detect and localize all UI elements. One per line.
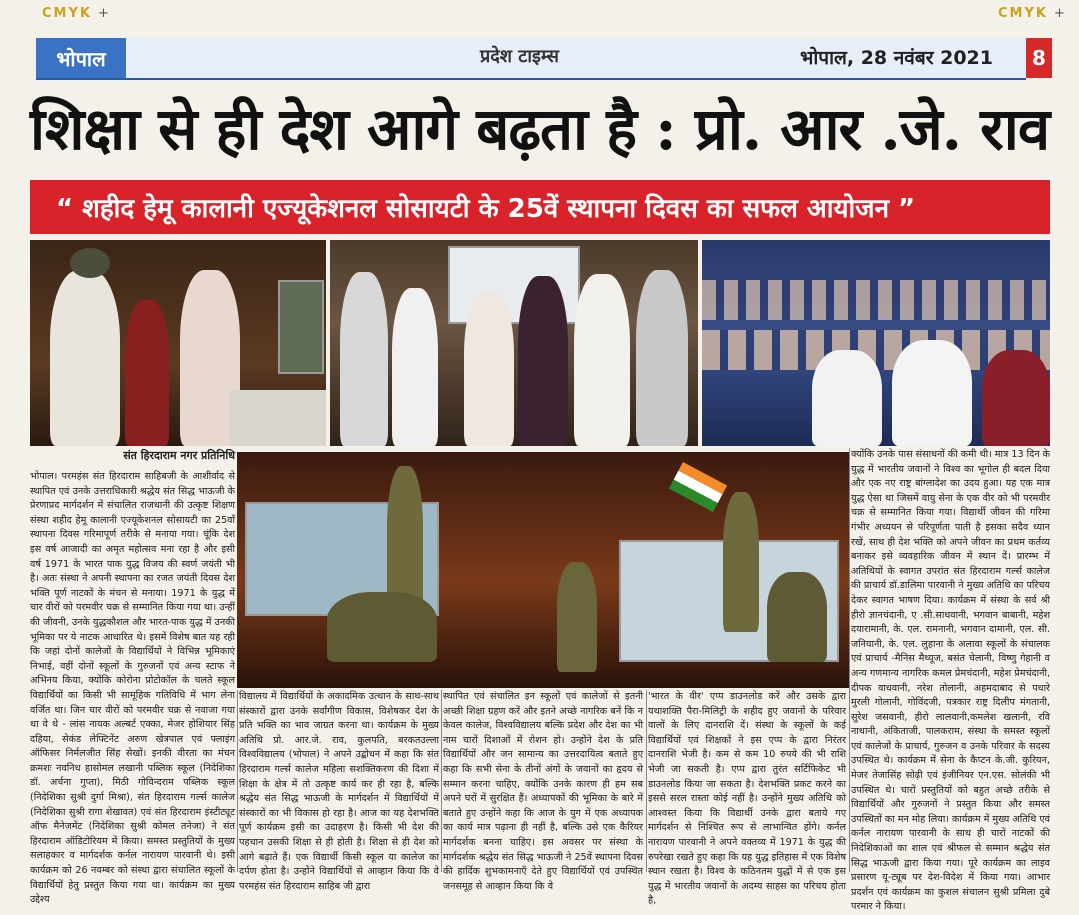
city-label: भोपाल	[36, 38, 126, 78]
column-divider	[849, 448, 850, 872]
article-column-2: विद्यालय में विद्यार्थियों के अकादमिक उत्थान के साथ-साथ संस्कारों द्वारा उनके सर्वांगीण विकास, विशेषकर देश के प्रति भक्ति का भाव जाग्रत करना था। कार्यक्रम के मुख्य अतिथि प्रो. आर.जे. राव, कुलपति, बरकतउल्ला विश्वविद्यालय (भोपाल) ने अपने उद्बोधन में कहा कि संत हिरदाराम गर्ल्स कालेज महिला सशक्तिकरण की दिशा में शिक्षा के क्षेत्र में तो उत्कृष्ट कार्य कर ही रहा है, बल्कि श्रद्धेय संत सिद्ध भाऊजी के मार्गदर्शन में विद्यार्थियों में संस्कारों का भी विकास हो रहा है। आज का यह देशभक्ति पूर्ण कार्यक्रम इसी का उदाहरण है। किसी भी देश की पहचान उसकी शिक्षा से ही होती है। शिक्षा से ही देश को आगे बढ़ाते हैं। एक विद्यार्थी किसी स्कूल या कालेज का दर्पण होता है। उन्होंने विद्यार्थियों से आव्हान किया कि वे परमहंस संत हिरदाराम साहिब जी द्वारा	[239, 691, 439, 892]
page-number: 8	[1026, 38, 1052, 78]
print-mark-right: CMYK +	[998, 6, 1067, 21]
paper-name: प्रदेश टाइम्स	[480, 46, 559, 67]
subheadline-banner: “ शहीद हेमू कालानी एज्यूकेशनल सोसायटी के 25वें स्थापना दिवस का सफल आयोजन ”	[30, 180, 1050, 234]
photo-dignitaries	[330, 240, 698, 446]
article-column-4: 'भारत के वीर' एप्प डाउनलोड करें और उसके द्वारा यथाशक्ति पैरा-मिलिट्री के शहीद हुए जवानों के परिवार वालों के लिए दानराशि दें। संस्था के स्कूलों के कई विद्यार्थियों एवं शिक्षकों ने इस एप्प के द्वारा निरंतर दानराशि भेजी है। कम से कम 10 रुपये की भी राशि भेजी जा सकती है। एप्प द्वारा तुरंत सर्टिफिकेट भी डाउनलोड किया जा सकता है। देशभक्ति प्रकट करने का इससे सरल रास्ता कोई नहीं है। उन्होंने मुख्य अतिथि को आश्वस्त किया कि विद्यार्थी उनके द्वारा बताये गए मार्गदर्शन से निश्चित रूप से लाभान्वित होंगे। कर्नल नारायण पारवानी ने अपने वक्तव्य में 1971 के युद्ध की रुपरेखा रखते हुए कहा कि यह युद्ध इतिहास में एक विशेष स्थान रखता है। विश्व के कठिनतम युद्धों में से एक इस युद्ध में भारतीय जवानों के अदम्य साहस का परिचय होता है,	[648, 691, 846, 907]
column-divider	[441, 690, 442, 872]
byline: संत हिरदाराम नगर प्रतिनिधि	[123, 449, 235, 462]
headline: शिक्षा से ही देश आगे बढ़ता है : प्रो. आर .जे. राव	[30, 95, 1050, 163]
photo-stage-performance	[237, 452, 849, 688]
column-divider	[237, 690, 238, 872]
article-column-1: भोपाल। परमहंस संत हिरदाराम साहिबजी के आशीर्वाद से स्थापित एवं उनके उत्तराधिकारी श्रद्धेय संत सिद्ध भाऊजी के प्रेरणाप्रद मार्गदर्शन में संचालित राजधानी की उत्कृष्ट शिक्षण संस्था शहीद हेमू कालानी एज्यूकेशनल सोसायटी का 25वाँ स्थापना दिवस गरिमापूर्ण तरीके से मनाया गया। चूंकि देश इस वर्ष आजादी का अमृत महोत्सव मना रहा है और इसी वर्ष 1971 के भारत पाक युद्ध विजय की स्वर्ण जयंती भी है। अतः संस्था ने अपनी स्थापना का रजत जयंती दिवस देश भक्ति पूर्ण नाटकों के मंचन से मनाया। 1971 के युद्ध में चार वीरों को परमवीर चक्र से सम्मानित किया गया था। उन्हीं की जीवनी, उनके युद्धकौशल और भारत-पाक युद्ध में उनकी भूमिका पर ये नाटक आधारित थे। इसमें विशेष बात यह रही कि जहां दोनों कालेजों के विद्यार्थियों ने विभिन्न भूमिकाएं निभाई, वहीं दोनों स्कूलों के गुरुजनों एवं अन्य स्टाफ ने अभिनय किया, क्योंकि कोरोना प्रोटोकॉल के चलते स्कूल विद्यार्थियों का किसी भी सामूहिक गतिविधि में भाग लेना वर्जित था। जिन चार वीरों को परमवीर चक्र से नवाजा गया था वे थे - लांस नायक अल्बर्ट एक्का, मेजर होशियार सिंह दहिया, सेकंड लेफ्टिनेंट अरुण खेत्रपाल एवं फ्लाइंग ऑफिसर निर्मलजीत सिंह सेखों। इनकी वीरता का मंचन क्रमशः नवनिध हासोमल लखानी पब्लिक स्कूल (निदेशिका डॉ. अर्चना गुप्ता), मिठी गोविन्दराम पब्लिक स्कूल (निदेशिका सुश्री दुर्गा मिश्रा), संत हिरदाराम गर्ल्स कालेज (निदेशिका सुश्री रागा शेखावत) एवं संत हिरदाराम इंस्टीट्यूट ऑफ मैनेजमेंट (निदेशिका सुश्री कोमल तनेजा) ने संत हिरदाराम ऑडिटोरियम में किया। समस्त प्रस्तुतियों के मुख्य सलाहकार व मार्गदर्शक कर्नल नारायण पारवानी थे। इसी कार्यक्रम को 26 नवम्बर को संस्था द्वारा संचालित स्कूलों के विद्यार्थियों हेतु प्रस्तुत किया गया था। कार्यक्रम का मुख्य उद्देश्य	[30, 471, 235, 906]
date-line: भोपाल, 28 नवंबर 2021	[800, 47, 993, 69]
article-column-3: स्थापित एवं संचालित इन स्कूलों एवं कालेजों से इतनी अच्छी शिक्षा ग्रहण करें और इतने अच्छे नागरिक बनें कि न केवल कालेज, विश्वविद्यालय बल्कि प्रदेश और देश का भी नाम चारों दिशाओं में रोशन हो। उन्होंने देश के प्रति विद्यार्थियों और जन सामान्य का उत्तरदायित्व बताते हुए कहा कि सभी सेना के तीनों अंगों के जवानों का हृदय से सम्मान करना चाहिए, क्योंकि उनके कारण ही हम सब अपने घरों में सुरक्षित हैं। अध्यापकों की भूमिका के बारे में बताते हुए उन्होंने कहा कि आज के युग में एक अध्यापक का कार्य मात्र पढ़ाना ही नहीं है, बल्कि उसे एक कैरियर मार्गदर्शक बनना चाहिए। इस अवसर पर संस्था के मार्गदर्शक श्रद्धेय संत सिद्ध भाऊजी ने 25वें स्थापना दिवस की हार्दिक शुभकामनाएँ देते हुए विद्यार्थियों एवं उपस्थित जनसमूह से आव्हान किया कि वे	[443, 691, 643, 892]
article-column-5: क्योंकि उनके पास संसाधनों की कमी थी। मात्र 13 दिन के युद्ध में भारतीय जवानों ने विश्व का भूगोल ही बदल दिया और एक नए राष्ट्र बांग्लादेश का उदय हुआ। यह एक मात्र युद्ध ऐसा था जिसमें वायु सेना के एक वीर को भी परमवीर चक्र से सम्मानित किया गया। विद्यार्थी जीवन की गरिमा गंभीर अध्ययन से परिपूर्णता पाती है इसका सदैव ध्यान रखें, साथ ही देश भक्ति को अपने जीवन का प्रथम कर्तव्य बनाकर इसे व्यवहारिक जीवन में स्थान दें। प्रारम्भ में अतिथियों के स्वागत उपरांत संत हिरदाराम गर्ल्स कालेज की प्राचार्य डॉ.डालिमा पारवानी ने मुख्य अतिथि का परिचय देकर स्वागत भाषण दिया। कार्यक्रम में संस्था के सर्व श्री हीरो ज्ञानचंदानी, ए .सी.साधवानी, भगवान बाबानी, महेश दयारामानी, के. एल. रामनानी, भगवान दामानी, एल. सी. जनियानी, के. एल. लुहाना के अलावा स्कूलों के संचालक एवं प्राचार्य -मैनिस मैथ्यूज, बसंत चेलानी, विष्णु गेहानी व अन्य गणमान्य नागरिक कमल प्रेमचंदानी, महेश प्रेमचंदानी, दीपक वाधवानी, नरेश तोलानी, अहमदाबाद से पधारे मुरली गोलानी, गोविंदजी, पत्रकार राष्ट्र दिलीप मंगतानी, सुरेश जसवानी, हीरो लालवानी,कमलेश खलानी, रवि नाथानी, अंकिताजी, पालकराम, संस्था के समस्त स्कूलों एवं कालेजों के प्राचार्य, गुरुजन व उनके परिवार के सदस्य उपस्थित थे। कार्यक्रम में सेना के कैप्टन के.जी. कुरियन, मेजर तेजासिंह सोढ़ी एवं इंजीनियर एन.एस. सोलंकी भी उपस्थित थे। चारों प्रस्तुतियों को बहुत अच्छे तरीके से विद्यार्थियों और गुरुजनों ने प्रस्तुत किया और समस्त उपस्थितों का मन मोह लिया। कार्यक्रम में मुख्य अतिथि एवं कर्नल नारायण पारवानी के साथ ही चारों नाटकों की निदेशिकाओं का शाल एवं श्रीफल से सम्मान श्रद्धेय संत सिद्ध भाऊजी द्वारा किया गया। पूरे कार्यक्रम का लाइव प्रसारण यू-ट्यूब पर देश-विदेश में किया गया। आभार प्रदर्शन एवं कार्यक्रम का कुशल संचालन सुश्री प्रमिला दुबे परमार ने किया।	[851, 449, 1050, 913]
column-divider	[646, 690, 647, 872]
photo-audience	[702, 240, 1050, 446]
print-mark-left: CMYK +	[42, 6, 111, 21]
photo-lamp-lighting	[30, 240, 326, 446]
